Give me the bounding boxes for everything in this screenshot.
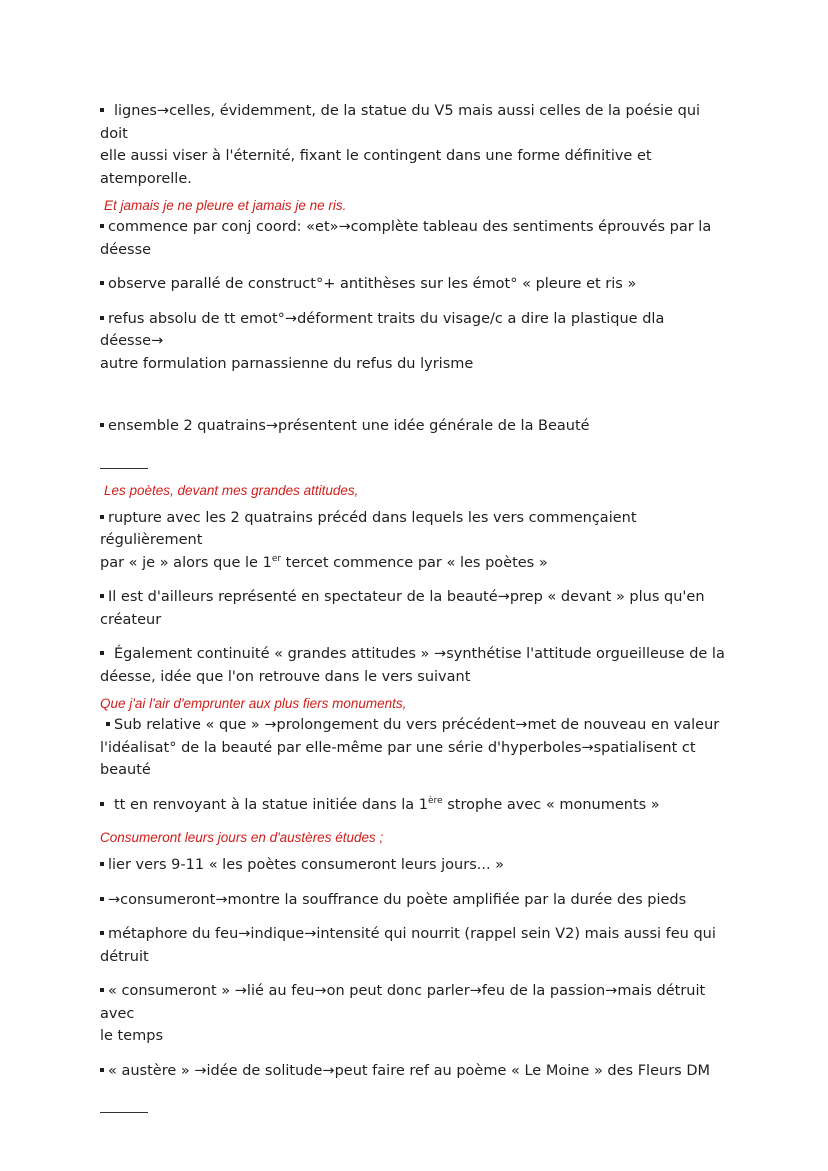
- note-text: beauté: [100, 762, 151, 778]
- note-text: Également continuité « grandes attitudes » →synthétise l'attitude orgueilleuse de la: [114, 646, 725, 662]
- bullet-icon: [100, 423, 104, 427]
- note-text: →consumeront→montre la souffrance du poète amplifiée par la durée des pieds: [108, 891, 687, 908]
- section-divider: [100, 1112, 148, 1113]
- note-text: « consumeront » →lié au feu→on peut donc parler→feu de la passion→mais détruit avec: [100, 983, 706, 1022]
- verse-quote: Consumeront leurs jours en d'austères études ;: [100, 830, 384, 845]
- note-text: déesse: [100, 241, 152, 258]
- note-text: l'idéalisat° de la beauté par elle-même par une série d'hyperboles→spatialisent ct: [100, 739, 696, 756]
- note-text: refus absolu de tt emot°→déforment traits du visage/c a dire la plastique dla déesse→: [100, 310, 665, 349]
- bullet-icon: [100, 108, 104, 112]
- note-text: autre formulation parnassienne du refus du lyrisme: [100, 355, 474, 372]
- note-line: [100, 100, 732, 145]
- verse-quote: Et jamais je ne pleure et jamais je ne ris.: [104, 198, 347, 213]
- note-text: le temps: [100, 1028, 164, 1044]
- note-text: créateur: [100, 611, 162, 628]
- document-page: [100, 100, 732, 1113]
- bullet-icon: [100, 897, 104, 901]
- bullet-icon: [100, 594, 104, 598]
- bullet-icon: [100, 651, 104, 655]
- note-text: elle aussi viser à l'éternité, fixant le contingent dans une forme définitive et atemporelle.: [100, 148, 652, 187]
- bullet-icon: [100, 862, 104, 866]
- bullet-icon: [100, 316, 104, 320]
- verse-quote: Les poètes, devant mes grandes attitudes,: [104, 482, 359, 498]
- note-text: déesse, idée que l'on retrouve dans le vers suivant: [100, 668, 471, 685]
- bullet-icon: [100, 802, 104, 806]
- note-line: [100, 1060, 732, 1083]
- note-text: métaphore du feu→indique→intensité qui nourrit (rappel sein V2) mais aussi feu qui: [108, 926, 716, 942]
- note-line: [100, 273, 732, 296]
- verse-quote: Que j'ai l'air d'emprunter aux plus fiers monuments,: [100, 696, 407, 711]
- note-text: Sub relative « que » →prolongement du vers précédent→met de nouveau en valeur: [114, 717, 720, 733]
- note-text: rupture avec les 2 quatrains précéd dans lequels les vers commençaient régulièrement: [100, 509, 637, 548]
- note-text: tt en renvoyant à la statue initiée dans la 1: [114, 796, 429, 813]
- note-text: détruit: [100, 948, 149, 965]
- note-line: [100, 714, 732, 737]
- note-line: [100, 586, 732, 609]
- note-line: [100, 889, 732, 912]
- note-line: [100, 980, 732, 1025]
- note-text: lignes→celles, évidemment, de la statue du V5 mais aussi celles de la poésie qui doit: [100, 103, 701, 142]
- note-text: par « je » alors que le 1er tercet commence par « les poètes »: [100, 553, 548, 571]
- note-line: [100, 507, 732, 552]
- note-line: [100, 643, 732, 666]
- note-line: [100, 415, 732, 438]
- bullet-icon: [100, 281, 104, 285]
- note-line: [100, 923, 732, 946]
- note-text: ensemble 2 quatrains→présentent une idée générale de la Beauté: [108, 418, 590, 434]
- bullet-icon: [100, 224, 104, 228]
- note-line: [100, 308, 732, 353]
- note-text: « austère » →idée de solitude→peut faire ref au poème « Le Moine » des Fleurs DM: [108, 1062, 710, 1079]
- note-text: Il est d'ailleurs représenté en spectateur de la beauté→prep « devant » plus qu'en: [108, 589, 705, 605]
- note-line: [100, 854, 732, 877]
- bullet-icon: [100, 988, 104, 992]
- note-text: observe parallé de construct°+ antithèses sur les émot° « pleure et ris »: [108, 276, 637, 292]
- bullet-icon: [100, 1068, 104, 1072]
- note-line: [100, 216, 732, 239]
- note-text: commence par conj coord: «et»→complète tableau des sentiments éprouvés par la: [108, 219, 712, 235]
- bullet-icon: [100, 515, 104, 519]
- note-text: lier vers 9-11 « les poètes consumeront leurs jours... »: [108, 857, 505, 873]
- bullet-icon: [100, 931, 104, 935]
- note-line: tt en renvoyant à la statue initiée dans la 1ère strophe avec « monuments »: [100, 794, 732, 817]
- bullet-icon: [106, 722, 110, 726]
